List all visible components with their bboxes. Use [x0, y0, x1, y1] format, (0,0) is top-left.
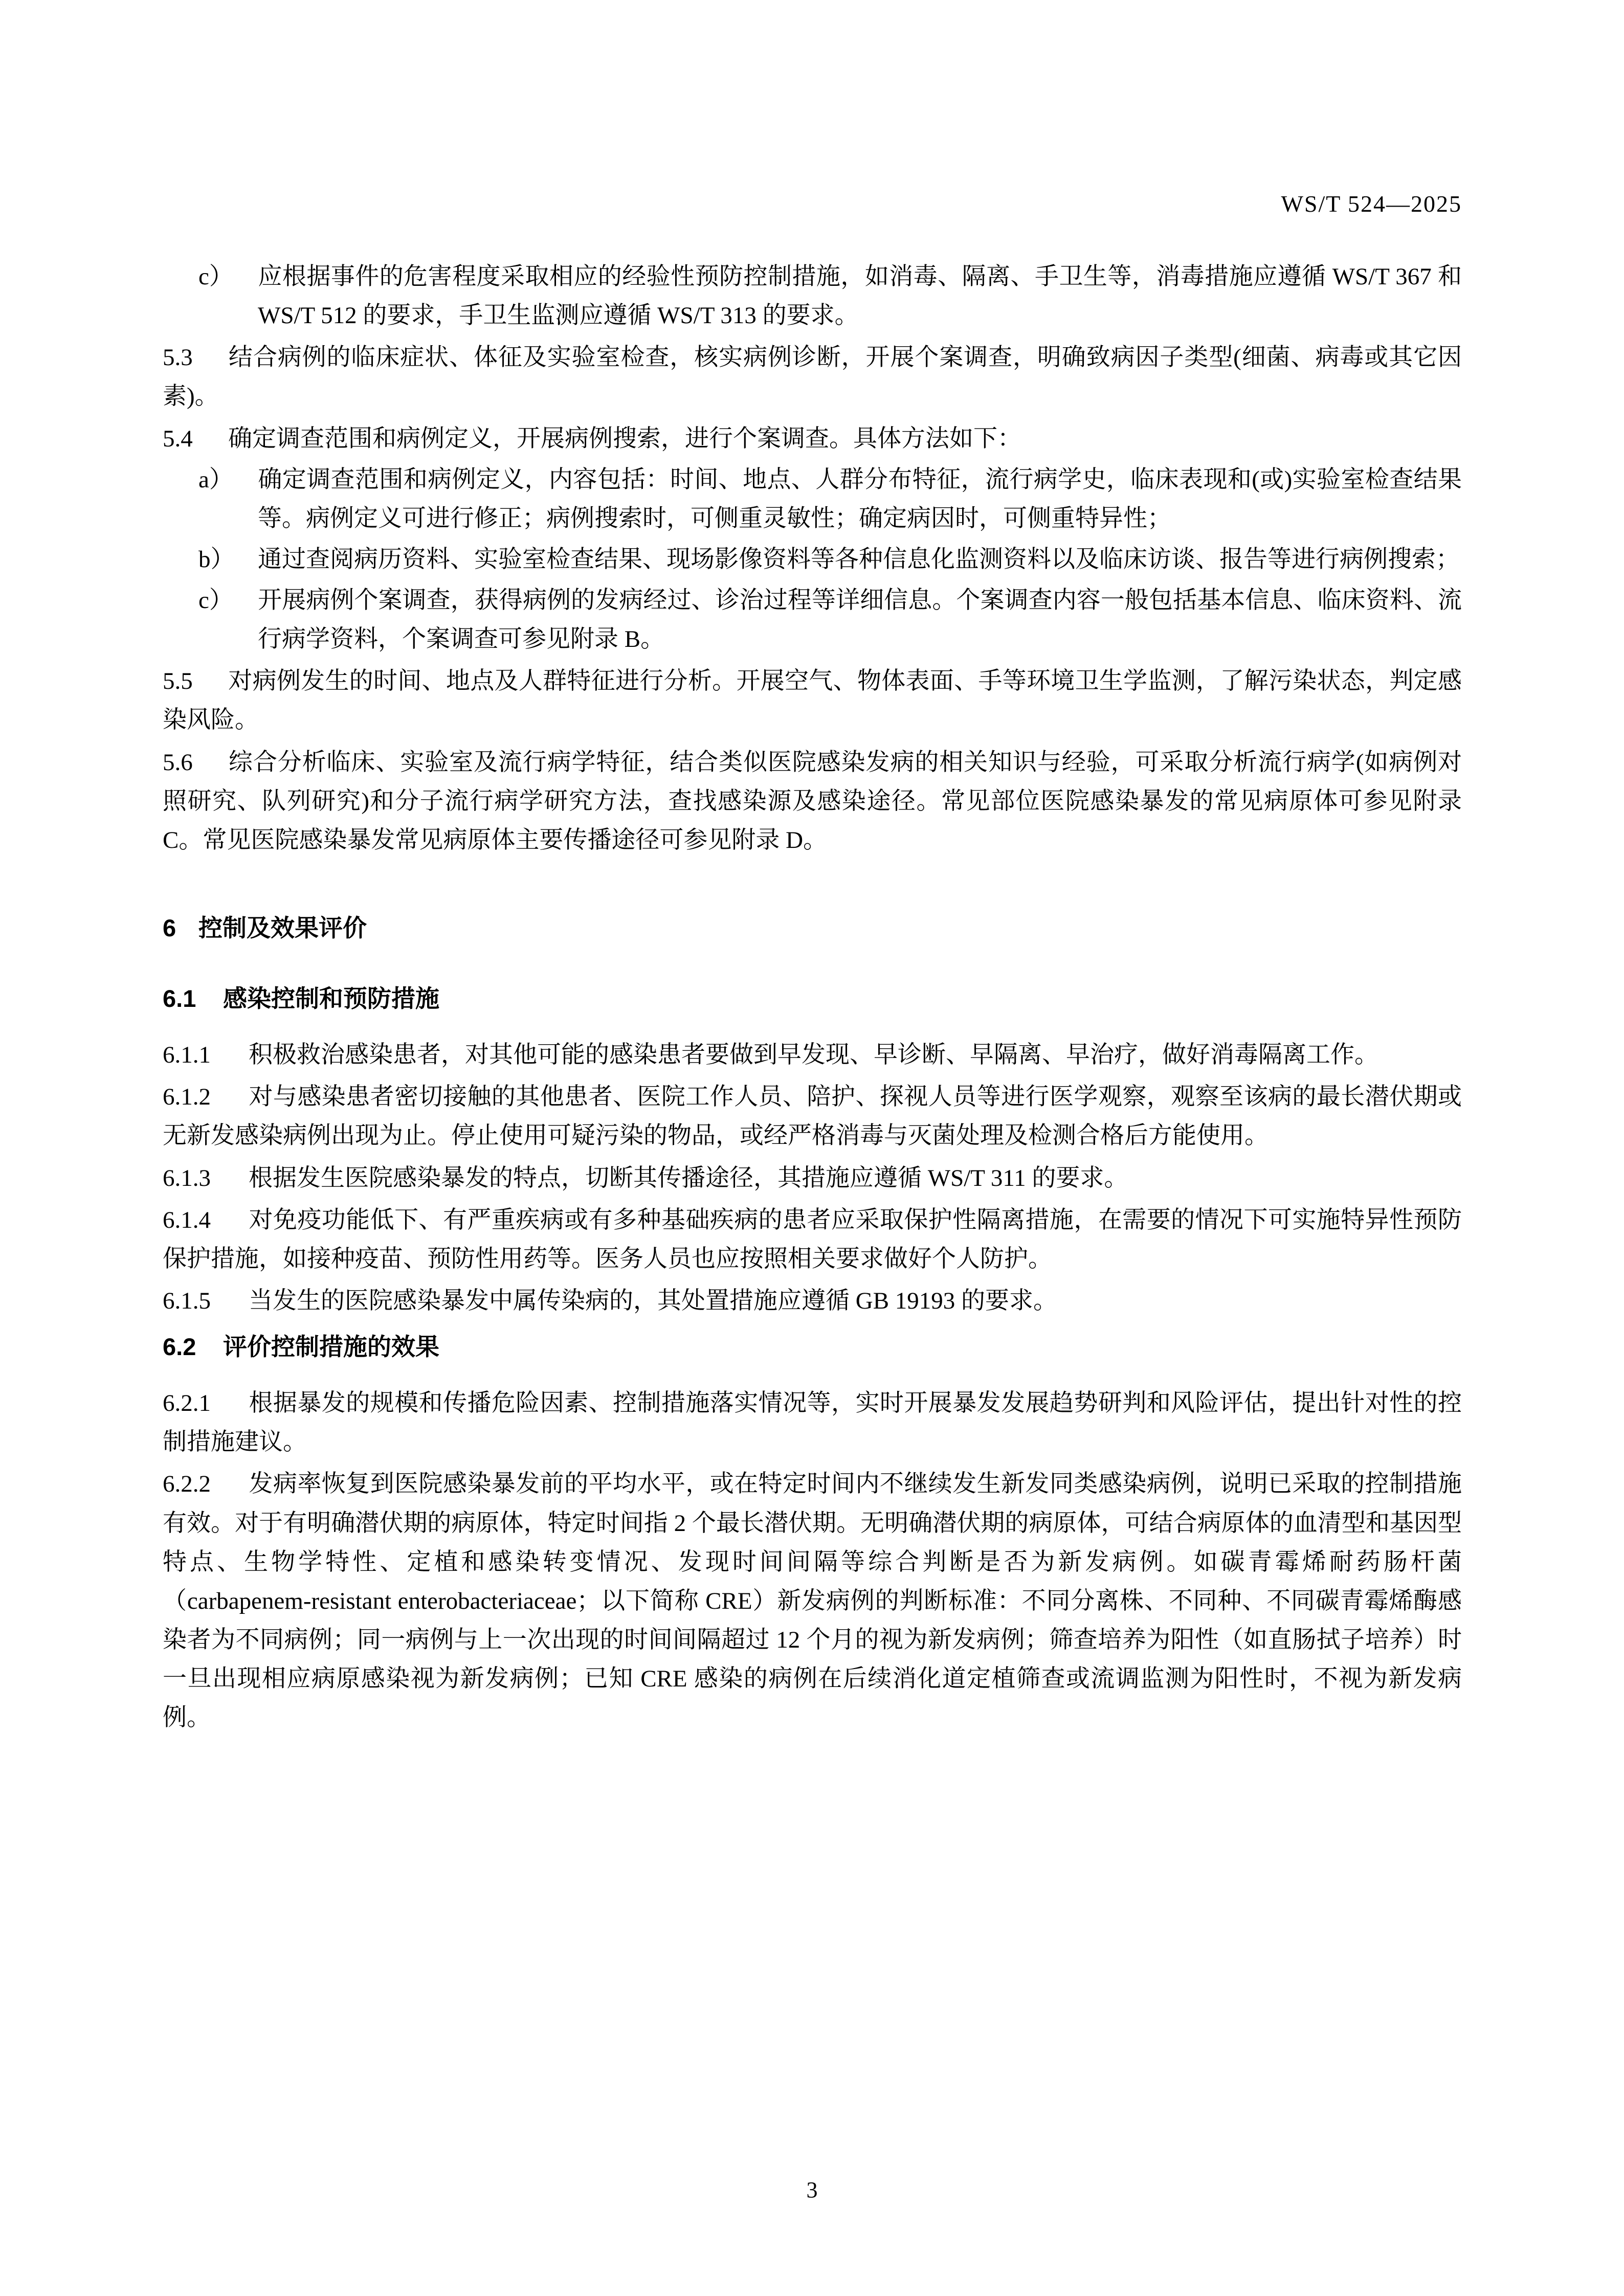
clause-6-1-1 — [163, 1036, 1462, 1074]
document-body — [163, 257, 1462, 1737]
clause-label: 5.5 — [163, 668, 193, 695]
clause-text: 综合分析临床、实验室及流行病学特征，结合类似医院感染发病的相关知识与经验，可采取分析流行病学(如病例对照研究、队列研究)和分子流行病学研究方法，查找感染源及感染途径。常见部位医院感染暴发的常见病原体可参见附录 C。常见医院感染暴发常见病原体主要传播途径可参见附录 D。 — [163, 749, 1462, 853]
clause-5-3 — [163, 338, 1462, 416]
section-heading-6 — [163, 909, 1462, 948]
list-marker: b） — [198, 546, 235, 573]
clause-label: 6.1.3 — [163, 1164, 211, 1191]
clause-text: 对与感染患者密切接触的其他患者、医院工作人员、陪护、探视人员等进行医学观察，观察至该病的最长潜伏期或无新发感染病例出现为止。停止使用可疑污染的物品，或经严格消毒与灭菌处理及检测合格后方能使用。 — [163, 1084, 1462, 1150]
clause-label: 5.6 — [163, 749, 193, 776]
clause-label: 6.2.1 — [163, 1390, 211, 1417]
clause-text: 当发生的医院感染暴发中属传染病的，其处置措施应遵循 GB 19193 的要求。 — [249, 1287, 1058, 1314]
page-number: 3 — [806, 2177, 818, 2202]
section-title: 评价控制措施的效果 — [223, 1333, 439, 1360]
section-number: 6 — [163, 914, 176, 941]
clause-6-1-5 — [163, 1281, 1462, 1320]
clause-text: 发病率恢复到医院感染暴发前的平均水平，或在特定时间内不继续发生新发同类感染病例，说明已采取的控制措施有效。对于有明确潜伏期的病原体，特定时间指 2 个最长潜伏期。无明确潜伏期的病原体，可结合病原体的血清型和基因型特点、生物学特性、定植和感染转变情况、发现时间间隔等综合判断是否为新发病例。如碳青霉烯耐药肠杆菌（carbapenem-resistant enterobacteriaceae；以下简称 CRE）新发病例的判断标准：不同分离株、不同种、不同碳青霉烯酶感染者为不同病例；同一病例与上一次出现的时间间隔超过 12 个月的视为新发病例；筛查培养为阳性（如直肠拭子培养）时一旦出现相应病原感染视为新发病例；已知 CRE 感染的病例在后续消化道定植筛查或流调监测为阳性时，不视为新发病例。 — [163, 1471, 1462, 1731]
clause-text: 结合病例的临床症状、体征及实验室检查，核实病例诊断，开展个案调查，明确致病因子类型(细菌、病毒或其它因素)。 — [163, 344, 1462, 410]
clause-text: 根据发生医院感染暴发的特点，切断其传播途径，其措施应遵循 WS/T 311 的要求。 — [249, 1164, 1128, 1191]
clause-label: 5.4 — [163, 425, 193, 452]
clause-6-1-3 — [163, 1159, 1462, 1198]
list-item-text: 开展病例个案调查，获得病例的发病经过、诊治过程等详细信息。个案调查内容一般包括基本信息、临床资料、流行病学资料，个案调查可参见附录 B。 — [258, 587, 1462, 653]
section-title: 控制及效果评价 — [198, 914, 367, 941]
list-item — [163, 257, 1462, 335]
list-marker: a） — [198, 466, 233, 493]
clause-6-2-1 — [163, 1384, 1462, 1461]
section-number: 6.1 — [163, 985, 196, 1012]
clause-label: 6.1.4 — [163, 1206, 211, 1233]
list-item-text: 确定调查范围和病例定义，内容包括：时间、地点、人群分布特征，流行病学史，临床表现和(或)实验室检查结果等。病例定义可进行修正；病例搜索时，可侧重灵敏性；确定病因时，可侧重特异性； — [258, 466, 1462, 532]
list-item-text: 通过查阅病历资料、实验室检查结果、现场影像资料等各种信息化监测资料以及临床访谈、报告等进行病例搜索； — [258, 546, 1460, 573]
list-item — [163, 540, 1462, 579]
section-heading-6-2 — [163, 1327, 1462, 1366]
clause-label: 6.1.1 — [163, 1042, 211, 1069]
section-number: 6.2 — [163, 1333, 196, 1360]
clause-6-1-4 — [163, 1201, 1462, 1278]
clause-5-5 — [163, 662, 1462, 739]
list-item — [163, 460, 1462, 538]
clause-text: 根据暴发的规模和传播危险因素、控制措施落实情况等，实时开展暴发发展趋势研判和风险评估，提出针对性的控制措施建议。 — [163, 1390, 1462, 1456]
clause-text: 对病例发生的时间、地点及人群特征进行分析。开展空气、物体表面、手等环境卫生学监测，了解污染状态，判定感染风险。 — [163, 668, 1462, 734]
clause-text: 对免疫功能低下、有严重疾病或有多种基础疾病的患者应采取保护性隔离措施，在需要的情况下可实施特异性预防保护措施，如接种疫苗、预防性用药等。医务人员也应按照相关要求做好个人防护。 — [163, 1206, 1462, 1272]
clause-label: 6.1.5 — [163, 1287, 211, 1314]
clause-6-2-2 — [163, 1465, 1462, 1737]
section-heading-6-1 — [163, 979, 1462, 1018]
section-title: 感染控制和预防措施 — [223, 985, 439, 1012]
list-item-text: 应根据事件的危害程度采取相应的经验性预防控制措施，如消毒、隔离、手卫生等，消毒措施应遵循 WS/T 367 和 WS/T 512 的要求，手卫生监测应遵循 WS/T 313 的要求。 — [258, 263, 1462, 329]
page-header-standard-code: WS/T 524—2025 — [1281, 191, 1462, 217]
clause-5-4 — [163, 419, 1462, 458]
list-item — [163, 581, 1462, 659]
clause-label: 6.1.2 — [163, 1084, 211, 1111]
clause-text: 确定调查范围和病例定义，开展病例搜索，进行个案调查。具体方法如下： — [228, 425, 1021, 452]
list-marker: c） — [198, 263, 233, 290]
clause-text: 积极救治感染患者，对其他可能的感染患者要做到早发现、早诊断、早隔离、早治疗，做好消毒隔离工作。 — [249, 1042, 1378, 1069]
page-content — [163, 0, 1462, 1737]
clause-5-6 — [163, 743, 1462, 860]
clause-6-1-2 — [163, 1077, 1462, 1155]
list-marker: c） — [198, 587, 233, 614]
clause-label: 6.2.2 — [163, 1471, 211, 1498]
clause-label: 5.3 — [163, 344, 193, 371]
